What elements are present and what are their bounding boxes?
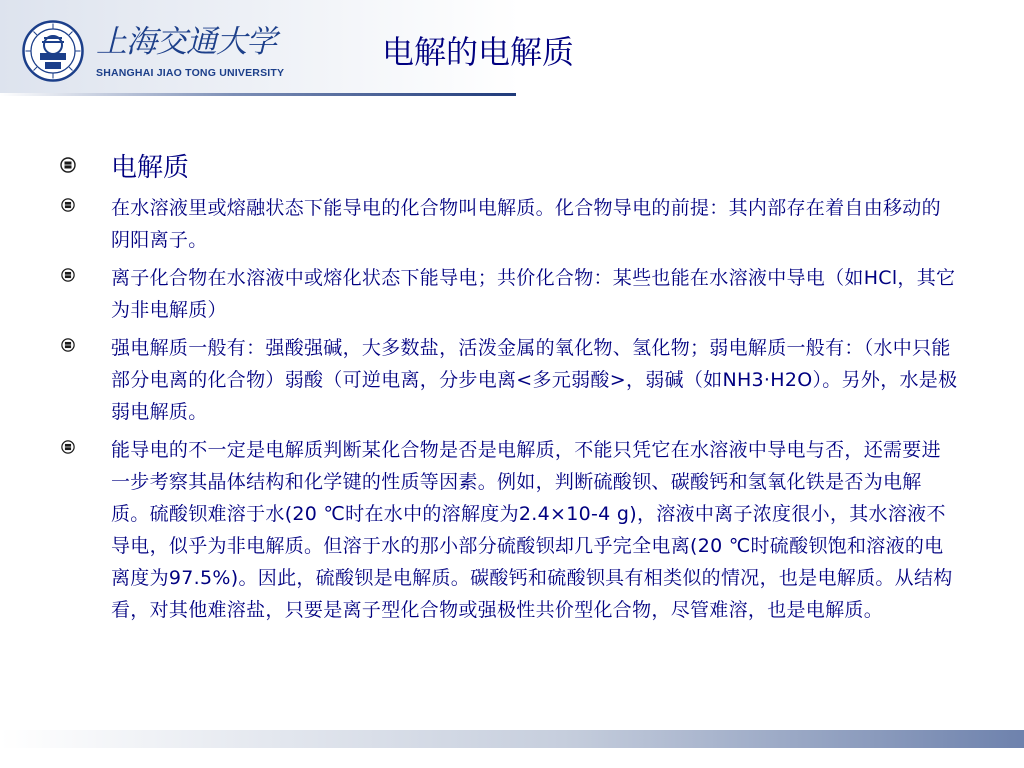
bullet-icon: [61, 198, 75, 212]
bullet-icon: [61, 268, 75, 282]
header-divider: [0, 93, 516, 96]
logo-chinese-name: 上海交通大学: [96, 24, 276, 60]
heading-item: [60, 148, 960, 188]
list-item: [60, 262, 960, 326]
university-logo: [22, 20, 285, 84]
university-seal-icon: [22, 20, 84, 82]
bullet-icon: [60, 157, 76, 173]
list-item: [60, 332, 960, 428]
bullet-icon: [61, 440, 75, 454]
paragraph-text: 能导电的不一定是电解质判断某化合物是否是电解质，不能只凭它在水溶液中导电与否，还需要进一步考察其晶体结构和化学键的性质等因素。例如，判断硫酸钡、碳酸钙和氢氧化铁是否为电解质。硫酸钡难溶于水(20 ℃时在水中的溶解度为2.4×10-4 g)，溶液中离子浓度很小，其水溶液不导电，似乎为非电解质。但溶于水的那小部分硫酸钡却几乎完全电离(20 ℃时硫酸钡饱和溶液的电离度为97.5%)。因此，硫酸钡是电解质。碳酸钙和硫酸钡具有相类似的情况，也是电解质。从结构看，对其他难溶盐，只要是离子型化合物或强极性共价型化合物，尽管难溶，也是电解质。: [111, 439, 953, 621]
list-item: [60, 434, 960, 626]
slide-content: [60, 148, 960, 632]
paragraph-text: 在水溶液里或熔融状态下能导电的化合物叫电解质。化合物导电的前提：其内部存在着自由移动的阴阳离子。: [111, 197, 941, 251]
list-item: [60, 192, 960, 256]
content-heading: 电解质: [111, 153, 190, 183]
logo-english-name: SHANGHAI JIAO TONG UNIVERSITY: [96, 67, 285, 79]
paragraph-text: 离子化合物在水溶液中或熔化状态下能导电；共价化合物：某些也能在水溶液中导电（如HCl，其它为非电解质）: [111, 267, 956, 321]
bullet-icon: [61, 338, 75, 352]
paragraph-text: 强电解质一般有：强酸强碱，大多数盐，活泼金属的氧化物、氢化物；弱电解质一般有：（水中只能部分电离的化合物）弱酸（可逆电离，分步电离<多元弱酸>，弱碱（如NH3·H2O）。另外，水是极弱电解质。: [111, 337, 958, 423]
slide-title: 电解的电解质: [382, 33, 575, 71]
footer-band: [0, 730, 1024, 748]
